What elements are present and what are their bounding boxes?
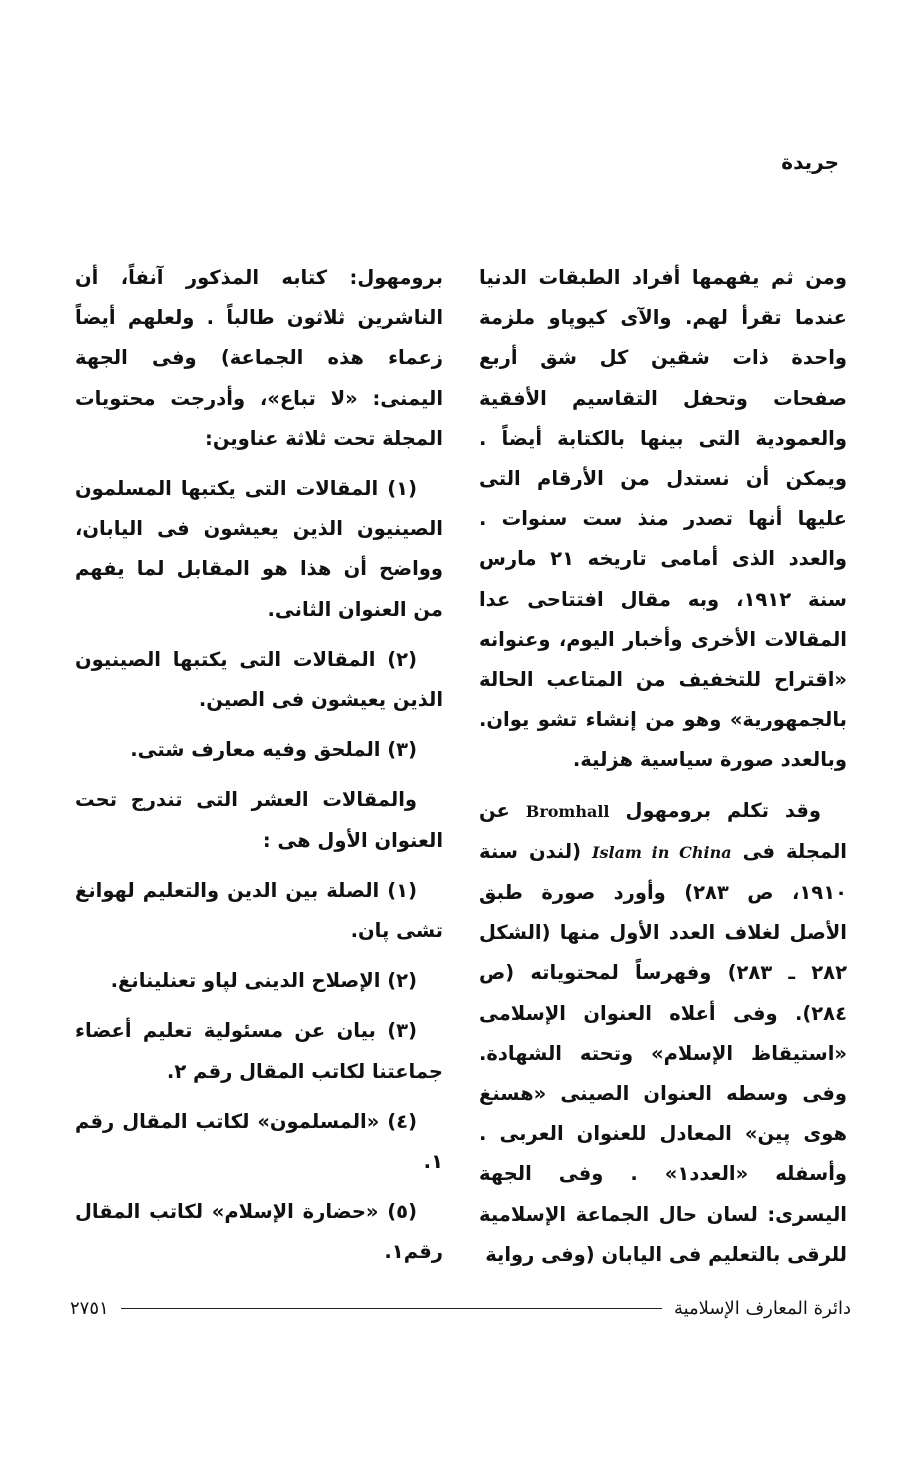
right-column: [479, 258, 847, 1275]
english-term-bromhall: Bromhall: [525, 801, 610, 821]
running-head: جريدة: [781, 150, 839, 174]
right-paragraph-2-text-c: (لندن سنة ١٩١٠، ص ٢٨٣) وأورد صورة طبق الأصل لغلاف العدد الأول منها (الشكل ٢٨٢ ـ ٢٨٣) وفهرساً لمحتوياته (ص ٢٨٤). وفى أعلاه العنوان الإسلامى «استيقاظ الإسلام» وتحته الشهادة. وفى وسطه العنوان الصينى «هسنغ هوى پين» المعادل للعنوان العربى . وأسفله «العدد١» . وفى الجهة اليسرى: لسان حال الجماعة الإسلامية للرقى بالتعليم فى اليابان (وفى رواية: [479, 839, 847, 1266]
page-number: ٢٧٥١: [70, 1297, 109, 1319]
list-item-3: (٣) الملحق وفيه معارف شتى.: [130, 738, 417, 762]
sub-item-2: (٢) الإصلاح الدينى لپاو تعنلينانغ.: [110, 969, 417, 993]
sub-item-4: (٤) «المسلمون» لكاتب المقال رقم ١.: [75, 1109, 443, 1174]
sub-item-3: (٣) بيان عن مسئولية تعليم أعضاء جماعتنا لكاتب المقال رقم ٢.: [75, 1019, 443, 1083]
sub-item-5: (٥) «حضارة الإسلام» لكاتب المقال رقم١.: [75, 1200, 443, 1264]
left-column: [75, 258, 443, 1273]
left-paragraph-intro: والمقالات العشر التى تندرج تحت العنوان الأول هى :: [75, 788, 443, 852]
right-paragraph-2-text-b: عن المجلة فى: [479, 798, 847, 863]
list-item-2: (٢) المقالات التى يكتبها الصينيون الذين يعيشون فى الصين.: [75, 647, 443, 712]
english-book-title: Islam in China: [592, 842, 732, 862]
footer-title: دائرة المعارف الإسلامية: [673, 1297, 851, 1319]
list-item-1: (١) المقالات التى يكتبها المسلمون الصينيون الذين يعيشون فى اليابان، وواضح أن هذا هو المقابل لما يفهم من العنوان الثانى.: [75, 477, 443, 621]
left-paragraph-1: برومهول: كتابه المذكور آنفاً، أن الناشرين ثلاثون طالباً . ولعلهم أيضاً زعماء هذه الجماعة) وفى الجهة اليمنى: «لا تباع»، وأدرجت محتويات المجلة تحت ثلاثة عناوين:: [75, 266, 443, 450]
right-paragraph-2-text-a: وقد تكلم برومهول: [625, 798, 821, 822]
right-paragraph-2: [479, 791, 847, 1275]
sub-item-1: (١) الصلة بين الدين والتعليم لهوانغ تشى پان.: [75, 878, 443, 943]
page-footer: [70, 1296, 851, 1320]
footer-rule: [121, 1308, 662, 1309]
right-paragraph-1: ومن ثم يفهمها أفراد الطبقات الدنيا عندما تقرأ لهم. والآى كيوپاو ملزمة واحدة ذات شقين كل شق أربع صفحات وتحفل التقاسيم الأفقية والعمودية التى بينها بالكتابة أيضاً . ويمكن أن نستدل من الأرقام التى عليها أنها تصدر منذ ست سنوات . والعدد الذى أمامى تاريخه ٢١ مارس سنة ١٩١٢، وبه مقال افتتاحى عدا المقالات الأخرى وأخبار اليوم، وعنوانه «اقتراح للتخفيف من المتاعب الحالة بالجمهورية» وهو من إنشاء تشو يوان. وبالعدد صورة سياسية هزلية.: [479, 266, 848, 772]
